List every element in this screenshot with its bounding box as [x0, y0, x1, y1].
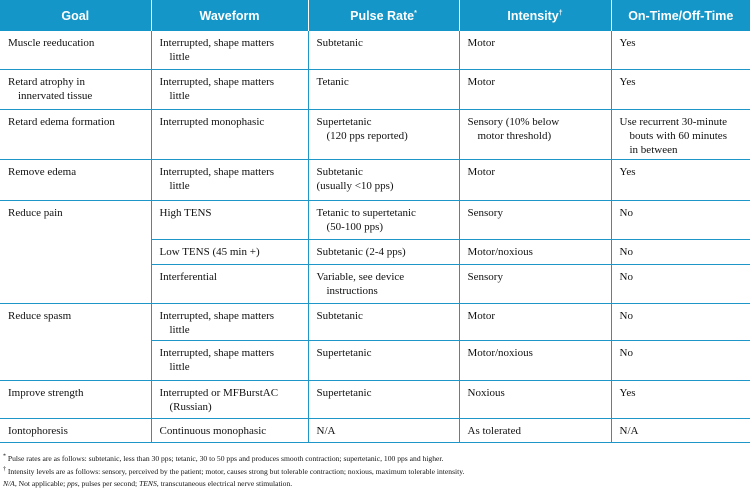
intensity-text: Sensory: [467, 270, 503, 283]
intensity-cell: [459, 109, 611, 159]
intensity-text: Motor/noxious: [467, 245, 533, 258]
waveform-text: Continuous monophasic: [159, 424, 267, 437]
goal-text: Remove edema: [8, 165, 77, 178]
waveform-text-cont: little: [169, 179, 190, 192]
goal-text: Retard atrophy in: [8, 75, 85, 88]
intensity-footnote-marker: †: [558, 9, 563, 17]
waveform-cell: [151, 264, 308, 303]
pulse-rate-text-cont: instructions: [326, 284, 378, 297]
pulse-rate-text: Tetanic to supertetanic: [316, 206, 416, 219]
goal-text: Retard edema formation: [8, 115, 115, 128]
abbr-term: N/A: [3, 479, 15, 488]
header-pulse-rate-label: Pulse Rate: [350, 8, 415, 23]
intensity-text: Noxious: [467, 386, 505, 399]
intensity-cell: [459, 200, 611, 239]
pulse-rate-cell: [308, 109, 459, 159]
footnote-text: Pulse rates are as follows: subtetanic, less than 30 pps; tetanic, 30 to 50 pps and produces smooth contraction; supertetanic, 100 pps and higher.: [7, 454, 444, 463]
intensity-text: Motor: [467, 165, 495, 178]
goal-text: Reduce spasm: [8, 309, 72, 322]
intensity-cell: [459, 340, 611, 380]
on-off-text: No: [619, 206, 633, 219]
header-goal-label: Goal: [61, 8, 90, 23]
pulse-rate-text: Supertetanic: [316, 346, 372, 359]
on-off-text: Yes: [619, 75, 636, 88]
pulse-rate-cell: [308, 340, 459, 380]
goal-cell: [0, 200, 151, 303]
footnote-text: Intensity levels are as follows: sensory, perceived by the patient; motor, causes strong but tolerable contraction; noxious, maximum tolerable intensity.: [7, 466, 465, 476]
pulse-rate-text: Subtetanic: [316, 37, 363, 49]
abbr-definition: , pulses per second;: [77, 479, 140, 488]
header-row: [0, 0, 750, 31]
on-off-text-cont: in between: [629, 143, 678, 156]
goal-cell: [0, 109, 151, 159]
waveform-text: Interrupted monophasic: [159, 115, 265, 128]
waveform-text-cont: (Russian): [169, 400, 212, 413]
on-off-text: No: [619, 309, 633, 322]
waveform-cell: [151, 159, 308, 200]
abbr-term: pps: [67, 479, 78, 488]
table-row: [0, 31, 750, 69]
waveform-text-cont: little: [169, 323, 190, 336]
on-off-cell: [611, 303, 750, 340]
waveform-text: Interrupted, shape matters: [159, 75, 275, 88]
intensity-cell: [459, 159, 611, 200]
pulse-rate-text-cont: (usually <10 pps): [316, 179, 394, 192]
on-off-cell: [611, 159, 750, 200]
waveform-text-cont: little: [169, 51, 190, 63]
waveform-cell: [151, 418, 308, 442]
goal-text: Iontophoresis: [8, 424, 68, 437]
intensity-cell: [459, 31, 611, 69]
intensity-cell: [459, 418, 611, 442]
on-off-text: No: [619, 245, 633, 258]
waveform-text: Interrupted, shape matters: [159, 165, 275, 178]
intensity-text: Motor: [467, 37, 495, 49]
waveform-cell: [151, 303, 308, 340]
pulse-rate-cell: [308, 159, 459, 200]
footnote-pulse-rates: [3, 453, 747, 466]
on-off-cell: [611, 200, 750, 239]
header-on-off-time: [611, 0, 750, 31]
waveform-text: Interrupted or MFBurstAC: [159, 386, 279, 399]
waveform-cell: [151, 380, 308, 418]
footnote-marker: †: [3, 465, 6, 472]
intensity-text: Motor: [467, 309, 495, 322]
on-off-text: No: [619, 270, 633, 283]
pulse-rate-text: Variable, see device: [316, 270, 405, 283]
table-row: [0, 303, 750, 340]
header-on-off-label: On-Time/Off-Time: [628, 8, 734, 23]
goal-text: Improve strength: [8, 386, 84, 399]
intensity-cell: [459, 264, 611, 303]
intensity-text: Sensory: [467, 206, 503, 219]
pulse-rate-cell: [308, 200, 459, 239]
intensity-text-cont: motor threshold): [477, 129, 552, 142]
table-row: [0, 69, 750, 109]
footnote-marker: *: [3, 453, 6, 460]
pulse-rate-text-cont: (50-100 pps): [326, 220, 384, 233]
intensity-text: As tolerated: [467, 424, 521, 437]
waveform-text-cont: little: [169, 89, 190, 102]
pulse-rate-cell: [308, 69, 459, 109]
on-off-cell: [611, 264, 750, 303]
goal-text-cont: innervated tissue: [18, 89, 93, 102]
goal-cell: [0, 159, 151, 200]
on-off-cell: [611, 380, 750, 418]
table-row: [0, 380, 750, 418]
footnote-intensity-levels: [3, 466, 747, 479]
on-off-text-cont: bouts with 60 minutes: [629, 129, 727, 142]
goal-cell: [0, 69, 151, 109]
on-off-text: Yes: [619, 37, 636, 49]
waveform-text: Interrupted, shape matters: [159, 37, 275, 49]
waveform-text: Interrupted, shape matters: [159, 346, 275, 359]
table-row: [0, 109, 750, 159]
pulse-rate-text-cont: (120 pps reported): [326, 129, 408, 142]
waveform-cell: [151, 239, 308, 264]
on-off-cell: [611, 69, 750, 109]
pulse-rate-text: Tetanic: [316, 75, 349, 88]
on-off-cell: [611, 340, 750, 380]
pulse-rate-cell: [308, 418, 459, 442]
waveform-text: Interferential: [159, 270, 217, 283]
on-off-text: Yes: [619, 165, 636, 178]
table-row: [0, 159, 750, 200]
on-off-cell: [611, 31, 750, 69]
intensity-cell: [459, 69, 611, 109]
header-goal: [0, 0, 151, 31]
pulse-rate-footnote-marker: *: [414, 9, 417, 17]
pulse-rate-text: Subtetanic: [316, 309, 363, 322]
goal-text: Muscle reeducation: [8, 37, 95, 49]
pulse-rate-text: Supertetanic: [316, 115, 372, 128]
waveform-cell: [151, 109, 308, 159]
goal-cell: [0, 418, 151, 442]
on-off-text: Use recurrent 30-minute: [619, 115, 728, 128]
header-pulse-rate: [308, 0, 459, 31]
pulse-rate-cell: [308, 380, 459, 418]
goal-cell: [0, 31, 151, 69]
header-intensity-label: Intensity: [507, 8, 559, 23]
pulse-rate-text: N/A: [316, 424, 336, 437]
pulse-rate-cell: [308, 264, 459, 303]
pulse-rate-text: Subtetanic: [316, 165, 363, 178]
waveform-text: Interrupted, shape matters: [159, 309, 275, 322]
pulse-rate-cell: [308, 239, 459, 264]
abbr-definition: , transcutaneous electrical nerve stimulation.: [156, 479, 293, 488]
waveform-cell: [151, 31, 308, 69]
header-waveform-label: Waveform: [199, 8, 260, 23]
table-row: [0, 418, 750, 442]
goal-cell: [0, 380, 151, 418]
intensity-cell: [459, 380, 611, 418]
on-off-cell: [611, 109, 750, 159]
pulse-rate-cell: [308, 31, 459, 69]
header-waveform: [151, 0, 308, 31]
intensity-text: Motor/noxious: [467, 346, 533, 359]
intensity-text: Motor: [467, 75, 495, 88]
table-row: [0, 200, 750, 239]
abbr-definition: , Not applicable;: [14, 479, 68, 488]
header-intensity: [459, 0, 611, 31]
intensity-text: Sensory (10% below: [467, 115, 560, 128]
intensity-cell: [459, 303, 611, 340]
waveform-text: High TENS: [159, 206, 212, 219]
on-off-cell: [611, 239, 750, 264]
goal-cell: [0, 303, 151, 380]
waveform-cell: [151, 69, 308, 109]
waveform-cell: [151, 200, 308, 239]
waveform-text: Low TENS (45 min +): [159, 245, 260, 258]
on-off-cell: [611, 418, 750, 442]
waveform-text-cont: little: [169, 360, 190, 373]
on-off-text: Yes: [619, 386, 636, 399]
on-off-text: N/A: [619, 424, 639, 437]
table-footnotes: [3, 453, 747, 491]
waveform-cell: [151, 340, 308, 380]
on-off-text: No: [619, 346, 633, 359]
pulse-rate-text: Supertetanic: [316, 386, 372, 399]
goal-text: Reduce pain: [8, 206, 63, 219]
footnote-abbreviations: [3, 478, 747, 491]
intensity-cell: [459, 239, 611, 264]
abbr-term: TENS: [139, 479, 157, 488]
pulse-rate-cell: [308, 303, 459, 340]
pulse-rate-text: Subtetanic (2-4 pps): [316, 245, 406, 258]
